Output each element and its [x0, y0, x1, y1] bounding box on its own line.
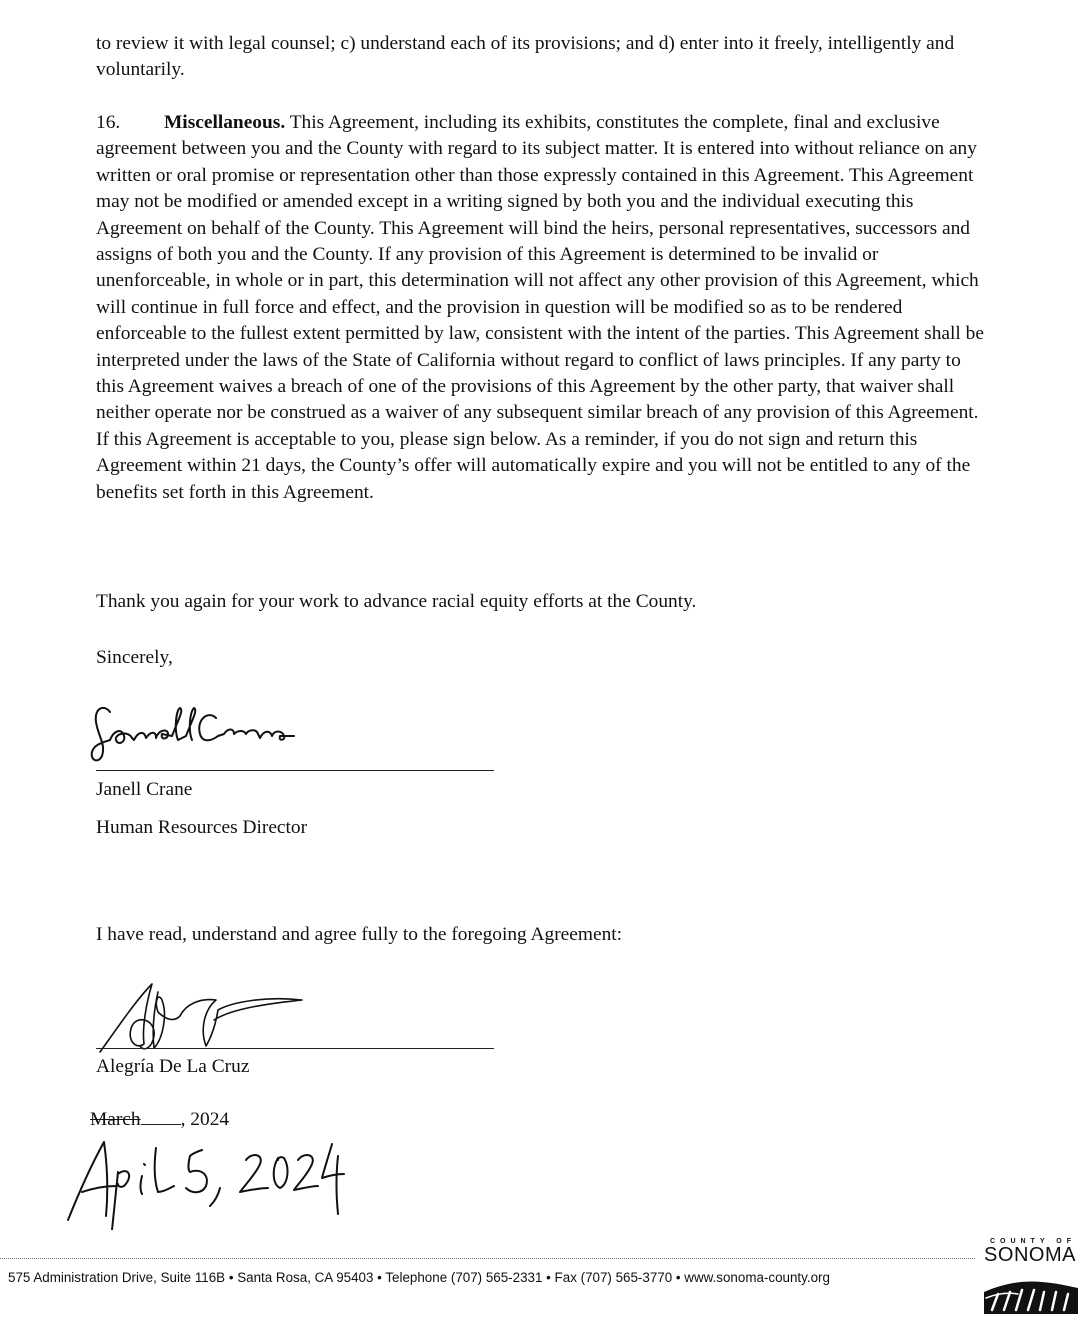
logo-sonoma: SONOMA [984, 1244, 1076, 1266]
logo-county-of: COUNTY OF [989, 1238, 1077, 1245]
footer-address: 575 Administration Drive, Suite 116B • Santa Rosa, CA 95403 • Telephone (707) 565-2331 • Fax (707) 565-3770 • www.sonoma-county.org [8, 1270, 830, 1285]
signature-line-2 [96, 1048, 494, 1049]
signer1-name: Janell Crane [96, 779, 193, 800]
section-number: 16. [96, 112, 121, 133]
signature-line-1 [96, 770, 494, 771]
printed-date-month: March [90, 1109, 141, 1130]
acknowledgment-text: I have read, understand and agree fully to the foregoing Agreement: [96, 924, 623, 945]
printed-date-year: , 2024 [180, 1109, 230, 1130]
paragraph-miscellaneous [96, 110, 991, 506]
closing: Sincerely, [96, 647, 173, 668]
county-of-sonoma-logo [978, 1238, 1082, 1318]
thank-you-paragraph: Thank you again for your work to advance racial equity efforts at the County. [96, 591, 697, 612]
handwritten-date [60, 1130, 350, 1230]
logo-landscape-icon [982, 1270, 1080, 1314]
section-heading: Miscellaneous. [164, 112, 286, 133]
printed-date [90, 1108, 229, 1132]
section-body: This Agreement, including its exhibits, constitutes the complete, final and exclusive agreement between you and the County with regard to its subject matter. It is entered into without reliance on any written or oral promise or representation other than those expressly contained in this Agreement. This Agreement may not be modified or amended except in a writing signed by both you and the individual executing this Agreement on behalf of the County. This Agreement will bind the heirs, personal representatives, successors and assigns of both you and the County. If any provision of this Agreement is determined to be invalid or unenforceable, in whole or in part, this determination will not affect any other provision of this Agreement, which will continue in full force and effect, and the provision in question will be modified so as to be rendered enforceable to the fullest extent permitted by law, consistent with the intent of the parties. This Agreement shall be interpreted under the laws of the State of California without regard to conflict of laws principles. If any party to this Agreement waives a breach of one of the provisions of this Agreement by the other party, that waiver shall neither operate nor be construed as a waiver of any subsequent similar breach of any provision of this Agreement. If this Agreement is acceptable to you, please sign below. As a reminder, if you do not sign and return this Agreement within 21 days, the County’s offer will automatically expire and you will not be entitled to any of the benefits set forth in this Agreement. [96, 112, 984, 503]
signer2-name: Alegría De La Cruz [96, 1056, 250, 1077]
footer-divider [0, 1258, 975, 1259]
paragraph-continuation: to review it with legal counsel; c) understand each of its provisions; and d) enter into it freely, intelligently and voluntarily. [96, 33, 955, 81]
signer1-title: Human Resources Director [96, 817, 308, 838]
date-blank [141, 1108, 181, 1125]
signature-janell-crane [88, 700, 308, 770]
